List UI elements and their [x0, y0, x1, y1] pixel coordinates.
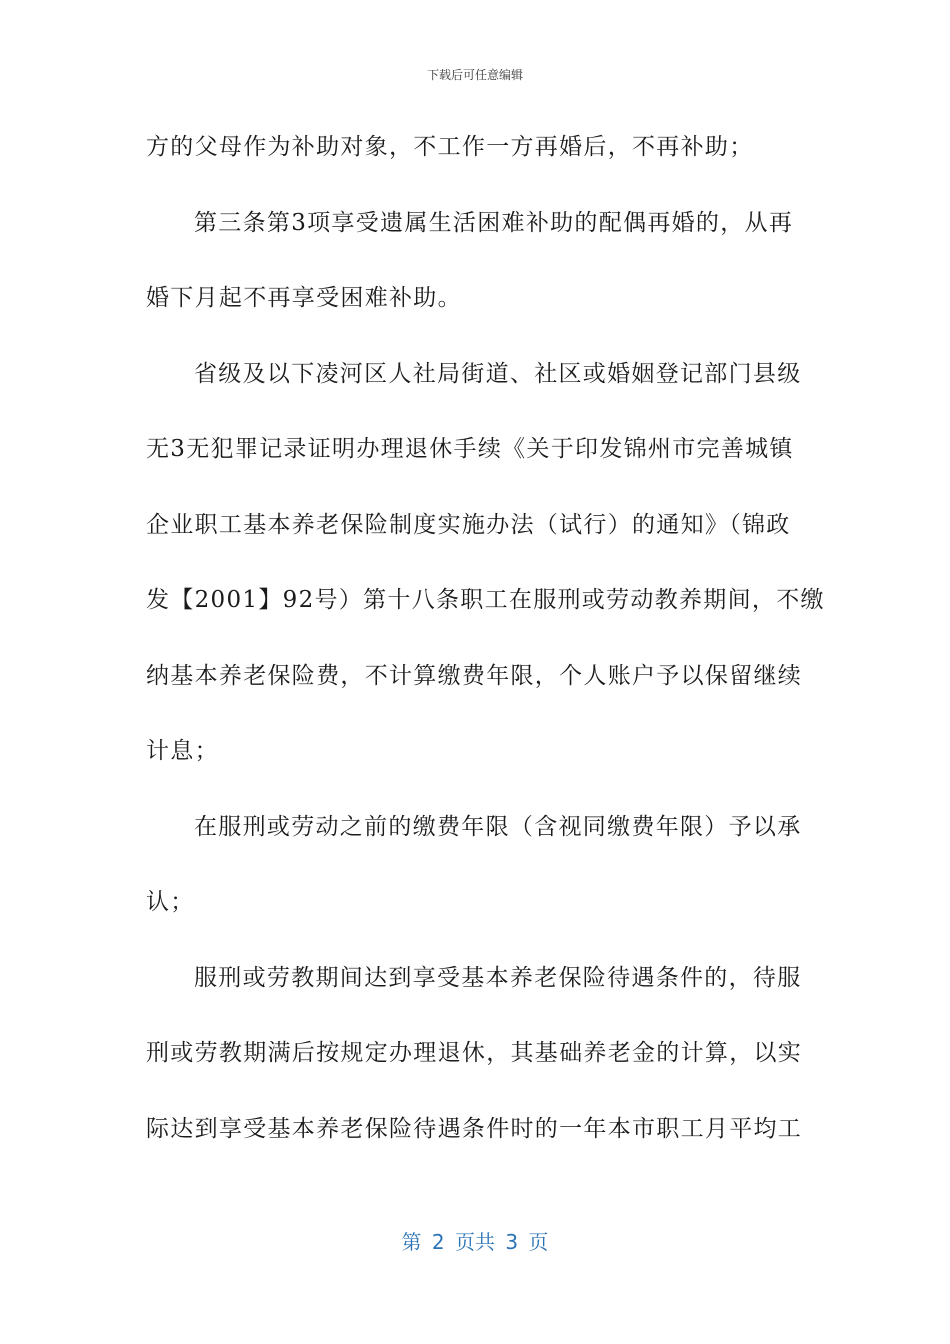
text-line-3: 婚下月起不再享受困难补助。: [146, 285, 462, 311]
text-line-2: 第三条第3项享受遗属生活困难补助的配偶再婚的，从再: [194, 209, 794, 236]
text-line-10: 在服刑或劳动之前的缴费年限（含视同缴费年限）予以承: [194, 813, 802, 840]
text-line-14: 际达到享受基本养老保险待遇条件时的一年本市职工月平均工: [146, 1115, 803, 1142]
text-line-9: 计息；: [146, 738, 219, 764]
page-header: 下载后可任意编辑: [426, 68, 523, 82]
document-body: [146, 127, 825, 1184]
text-line-7: 发【2001】92号）第十八条职工在服刑或劳动教养期间，不缴: [146, 587, 825, 613]
text-line-11: 认；: [146, 889, 195, 915]
text-line-13: 刑或劳教期满后按规定办理退休，其基础养老金的计算，以实: [146, 1040, 803, 1066]
text-line-6: 企业职工基本养老保险制度实施办法（试行）的通知》（锦政: [146, 511, 791, 538]
text-line-8: 纳基本养老保险费，不计算缴费年限，个人账户予以保留继续: [146, 662, 803, 689]
text-line-4: 省级及以下凌河区人社局街道、社区或婚姻登记部门县级: [194, 360, 802, 387]
text-line-1: 方的父母作为补助对象，不工作一方再婚后，不再补助；: [146, 134, 754, 160]
text-line-5: 无3无犯罪记录证明办理退休手续《关于印发锦州市完善城镇: [146, 436, 794, 462]
page-footer: 第 2 页共 3 页: [401, 1230, 549, 1254]
text-line-12: 服刑或劳教期间达到享受基本养老保险待遇条件的，待服: [194, 964, 802, 991]
